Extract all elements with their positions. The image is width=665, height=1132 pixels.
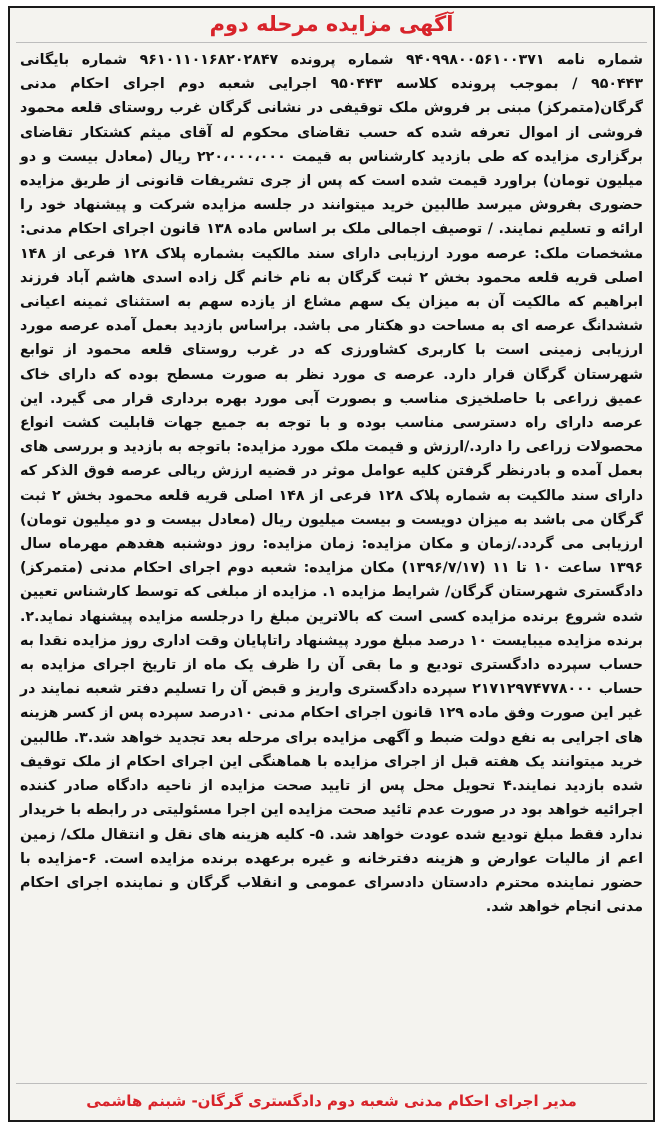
notice-footer: مدیر اجرای احکام مدنی شعبه دوم دادگستری گرگان- شبنم هاشمی bbox=[86, 1092, 577, 1110]
footer-divider bbox=[16, 1083, 647, 1084]
title-divider bbox=[16, 42, 647, 43]
notice-title: آگهی مزایده مرحله دوم bbox=[209, 12, 454, 36]
auction-notice bbox=[8, 6, 655, 1122]
notice-body: شماره نامه ۹۴۰۹۹۸۰۰۵۶۱۰۰۳۷۱ شماره پرونده ۹۶۱۰۱۱۰۱۶۸۲۰۲۸۴۷ شماره بایگانی ۹۵۰۴۴۳ / بموجب پرونده کلاسه ۹۵۰۴۴۳ اجرایی شعبه دوم اجرای احکام مدنی گرگان(متمرکز) مبنی بر فروش ملک توقیفی در نشانی گرگان غرب روستای قلعه محمود فروشی از اموال تعرفه شده که حسب تقاضای محکوم له آقای میثم کشتکار تقاضای برگزاری مزایده که طی بازدید کارشناس به قیمت ۲۲۰،۰۰۰،۰۰۰ ریال (معادل بیست و دو میلیون تومان) براورد قیمت شده است که پس از جری تشریفات قانونی از طریق مزایده حضوری بفروش میرسد طالبین خرید میتوانند در جلسه مزایده شرکت و پیشنهاد خود را ارائه و تسلیم نمایند. / توصیف اجمالی ملک بر اساس ماده ۱۳۸ قانون اجرای احکام مدنی: مشخصات ملک: عرصه مورد ارزیابی دارای سند مالکیت بشماره پلاک ۱۲۸ فرعی از ۱۴۸ اصلی قریه قلعه محمود بخش ۲ ثبت گرگان به نام خانم گل زاده اسدی هاشم آباد فرزند ابراهیم که مالکیت آن به میزان یک سهم مشاع از یازده سهم به استثنای ثمینه اعیانی ششدانگ عرصه ای به مساحت دو هکتار می باشد. براساس بازدید بعمل آمده عرصه مورد ارزیابی زمینی است با کاربری کشاورزی که در غرب روستای قلعه محمود از توابع شهرستان گرگان قرار دارد. عرصه ی مورد نظر به صورت مسطح بوده که دارای خاک عمیق زراعی با حاصلخیزی مناسب و بصورت آبی مورد بهره برداری قرار می گیرد. این عرصه دارای راه دسترسی مناسب بوده و با توجه به جمیع جهات قابلیت کشت انواع محصولات زراعی را دارد./ارزش و قیمت ملک مورد مزایده: باتوجه به بازدید و بررسی های بعمل آمده و بادرنظر گرفتن کلیه عوامل موثر در قضیه ارزش ریالی عرصه فوق الذکر که دارای سند مالکیت به شماره پلاک ۱۲۸ فرعی از ۱۴۸ اصلی قریه قلعه محمود بخش ۲ ثبت گرگان می باشد به میزان دویست و بیست میلیون ریال (معادل بیست و دو میلیون تومان) ارزیابی می گردد./زمان و مکان مزایده: زمان مزایده: روز دوشنبه هفدهم مهرماه سال ۱۳۹۶ ساعت ۱۰ تا ۱۱ (۱۳۹۶/۷/۱۷) مکان مزایده: شعبه دوم اجرای احکام مدنی (متمرکز) دادگستری شهرستان گرگان/ شرایط مزایده ۱. مزایده از مبلغی که توسط کارشناس تعیین شده شروع برنده مزایده کسی است که بالاترین مبلغ را درجلسه مزایده پیشنهاد نماید.۲. برنده مزایده میبایست ۱۰ درصد مبلغ مورد پیشنهاد راتاپایان وقت اداری روز مزایده نقدا به حساب سپرده دادگستری تودیع و ما بقی آن را ظرف یک ماه از تاریخ اجرای مزایده به حساب ۲۱۷۱۲۹۷۴۷۷۸۰۰۰ سپرده دادگستری واریز و قبض آن را تسلیم دفتر شعبه نمایند در غیر این صورت وفق ماده ۱۲۹ قانون اجرای احکام مدنی ۱۰درصد سپرده پس از کسر هزینه های اجرایی به نفع دولت ضبط و آگهی مزایده برای مرحله بعد تجدید خواهد شد.۳. طالبین خرید میتوانند یک هفته قبل از اجرای مزایده با هماهنگی این اجرای احکام از ملک توقیف شده بازدید نمایند.۴ تحویل محل پس از تایید صحت مزایده از ناحیه دادگاه صادر کننده اجرائیه خواهد بود در صورت عدم تائید صحت مزایده این اجرا مسئولیتی در رابطه با خریدار ندارد فقط مبلغ تودیع شده عودت خواهد شد. ۵- کلیه هزینه های نقل و انتقال ملک/ زمین اعم از مالیات عوارض و هزینه دفترخانه و غیره برعهده برنده مزایده است. ۶-مزایده با حضور نماینده محترم دادستان دادسرای عمومی و انقلاب گرگان و نماینده اجرای احکام مدنی انجام خواهد شد. bbox=[20, 52, 644, 916]
